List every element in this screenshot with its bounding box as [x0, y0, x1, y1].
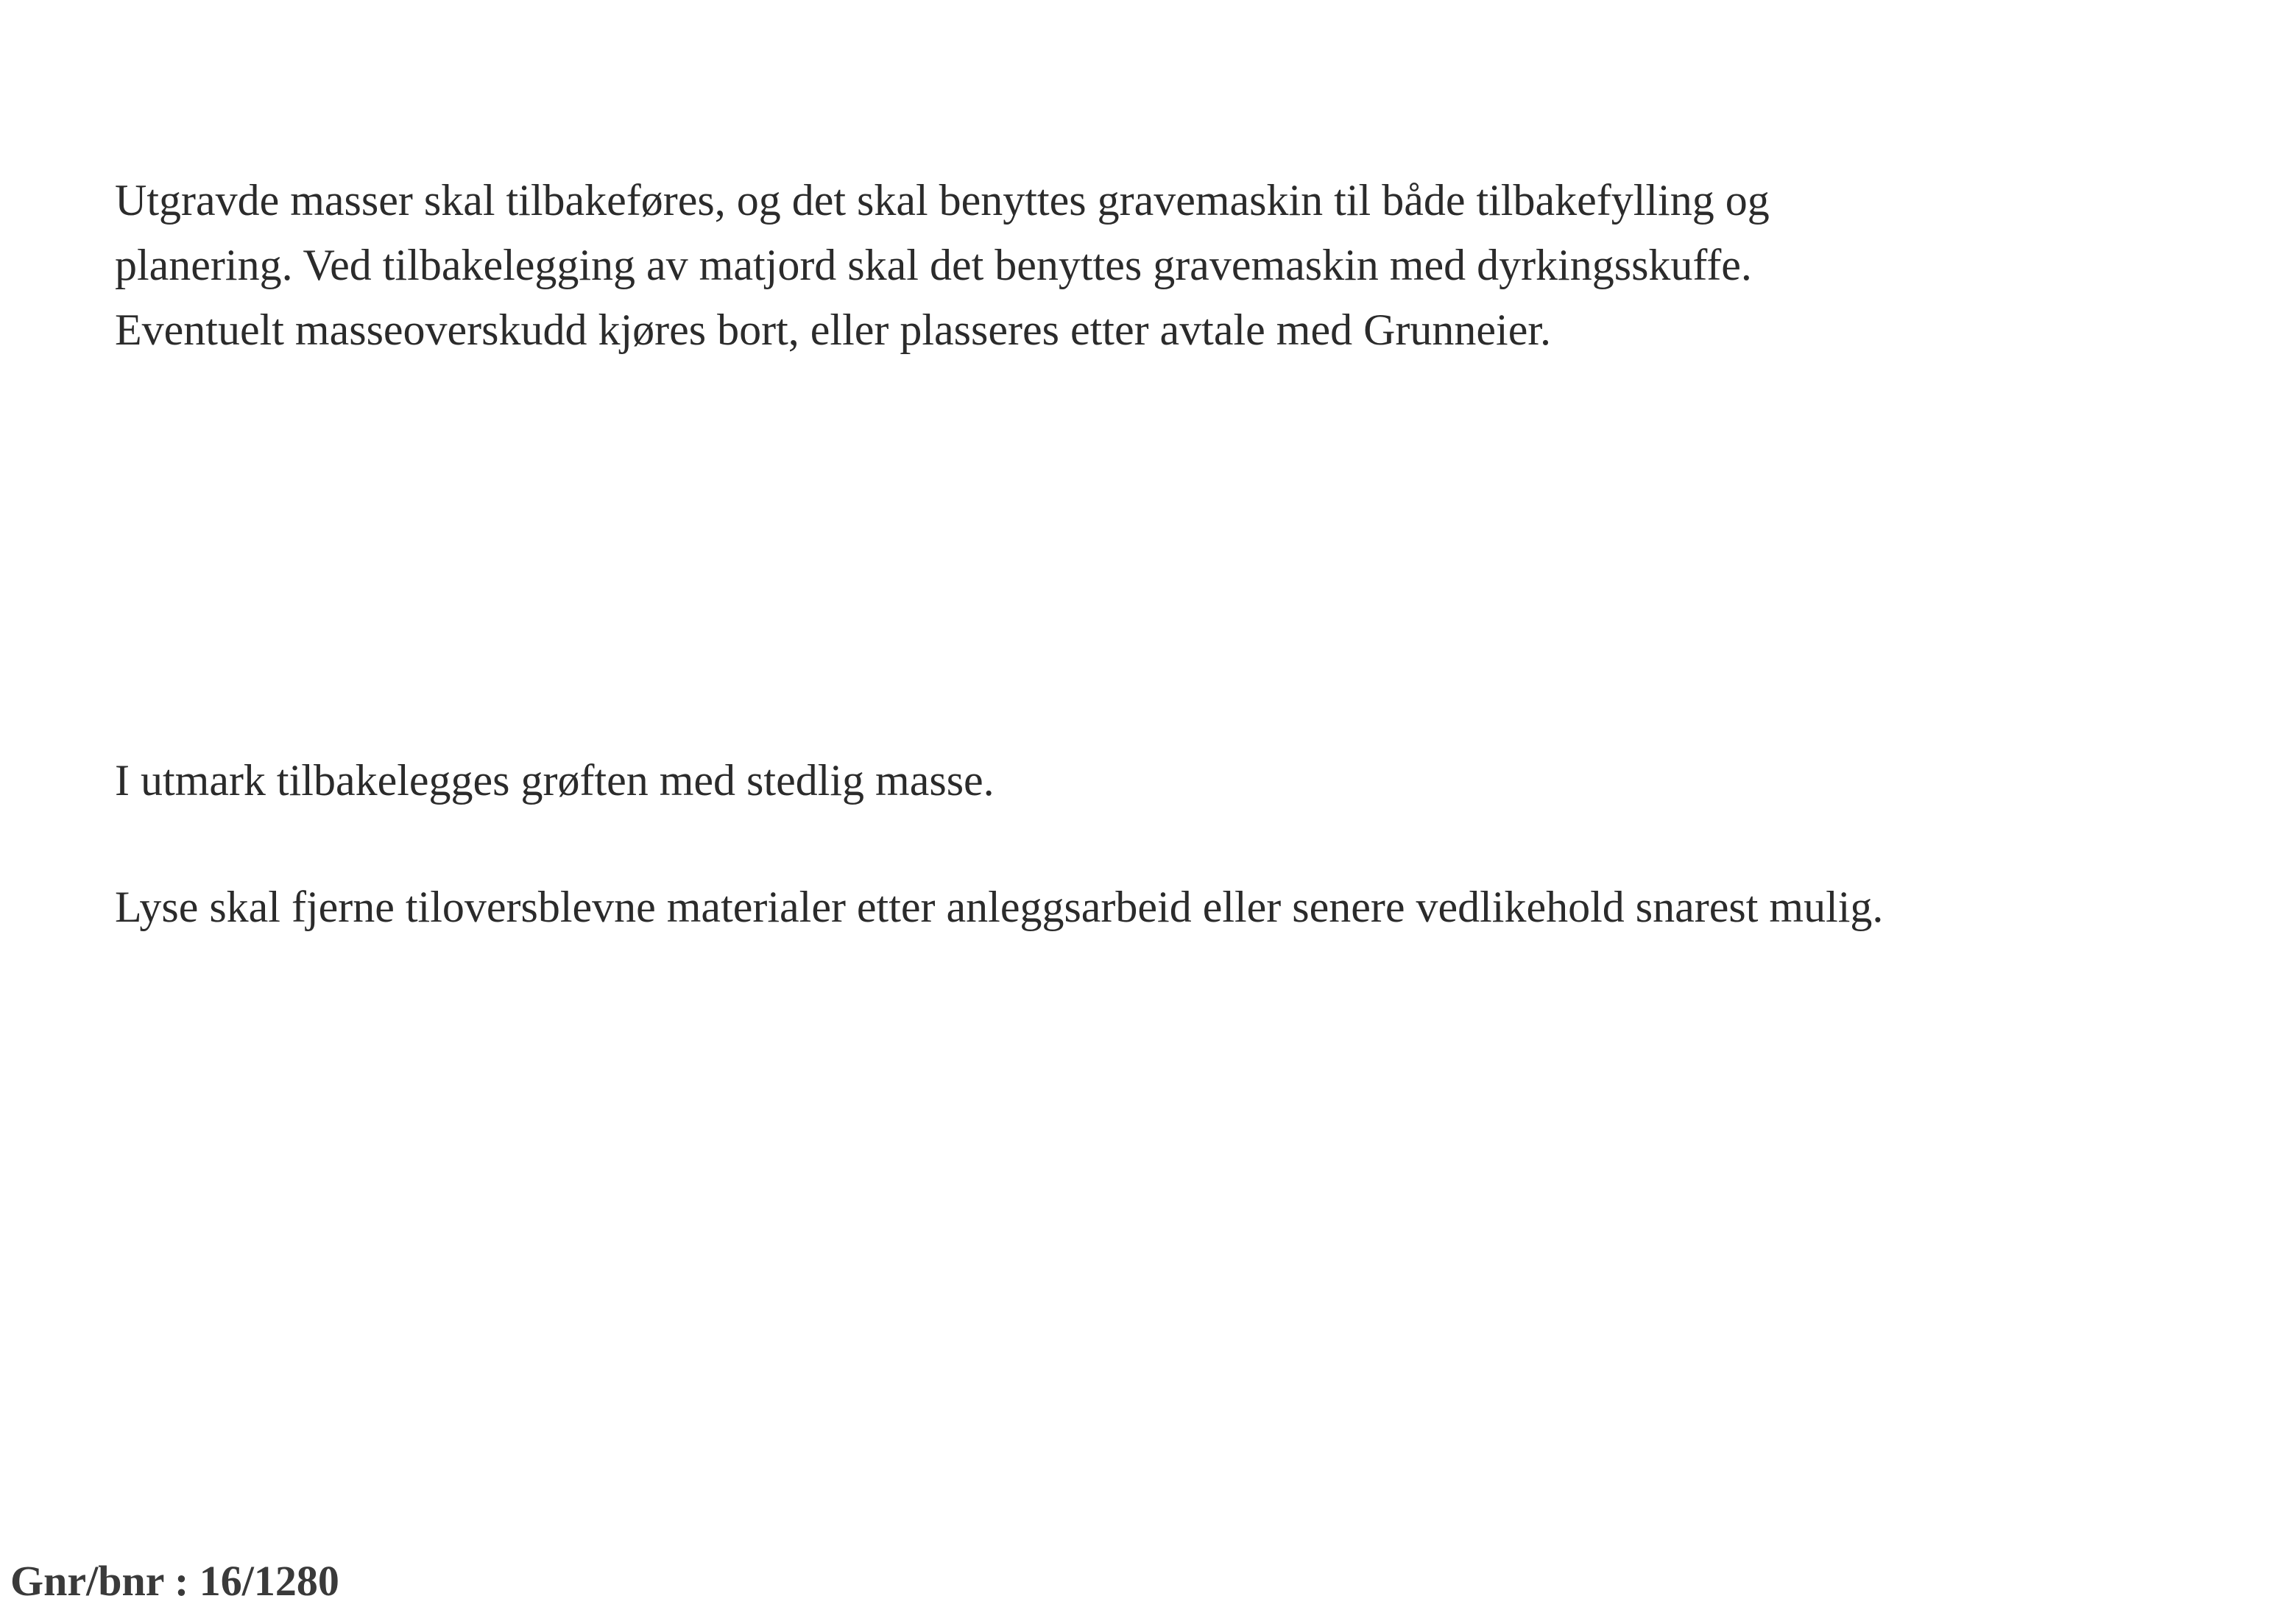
- paragraph-line: Eventuelt masseoverskudd kjøres bort, eller plasseres etter avtale med Grunneier.: [115, 305, 1551, 354]
- paragraph-line: planering. Ved tilbakelegging av matjord skal det benyttes gravemaskin med dyrkingsskuffe.: [115, 241, 1752, 289]
- paragraph-outfield-backfill: I utmark tilbakelegges grøften med stedlig masse.: [115, 756, 995, 805]
- paragraph-excavated-masses: [115, 168, 1770, 362]
- paragraph-remove-materials: Lyse skal fjerne tiloversblevne materialer etter anleggsarbeid eller senere vedlikehold snarest mulig.: [115, 883, 1884, 931]
- property-id-label: Gnr/bnr : 16/1280: [10, 1557, 339, 1605]
- paragraph-line: Utgravde masser skal tilbakeføres, og det skal benyttes gravemaskin til både tilbakefylling og: [115, 176, 1770, 225]
